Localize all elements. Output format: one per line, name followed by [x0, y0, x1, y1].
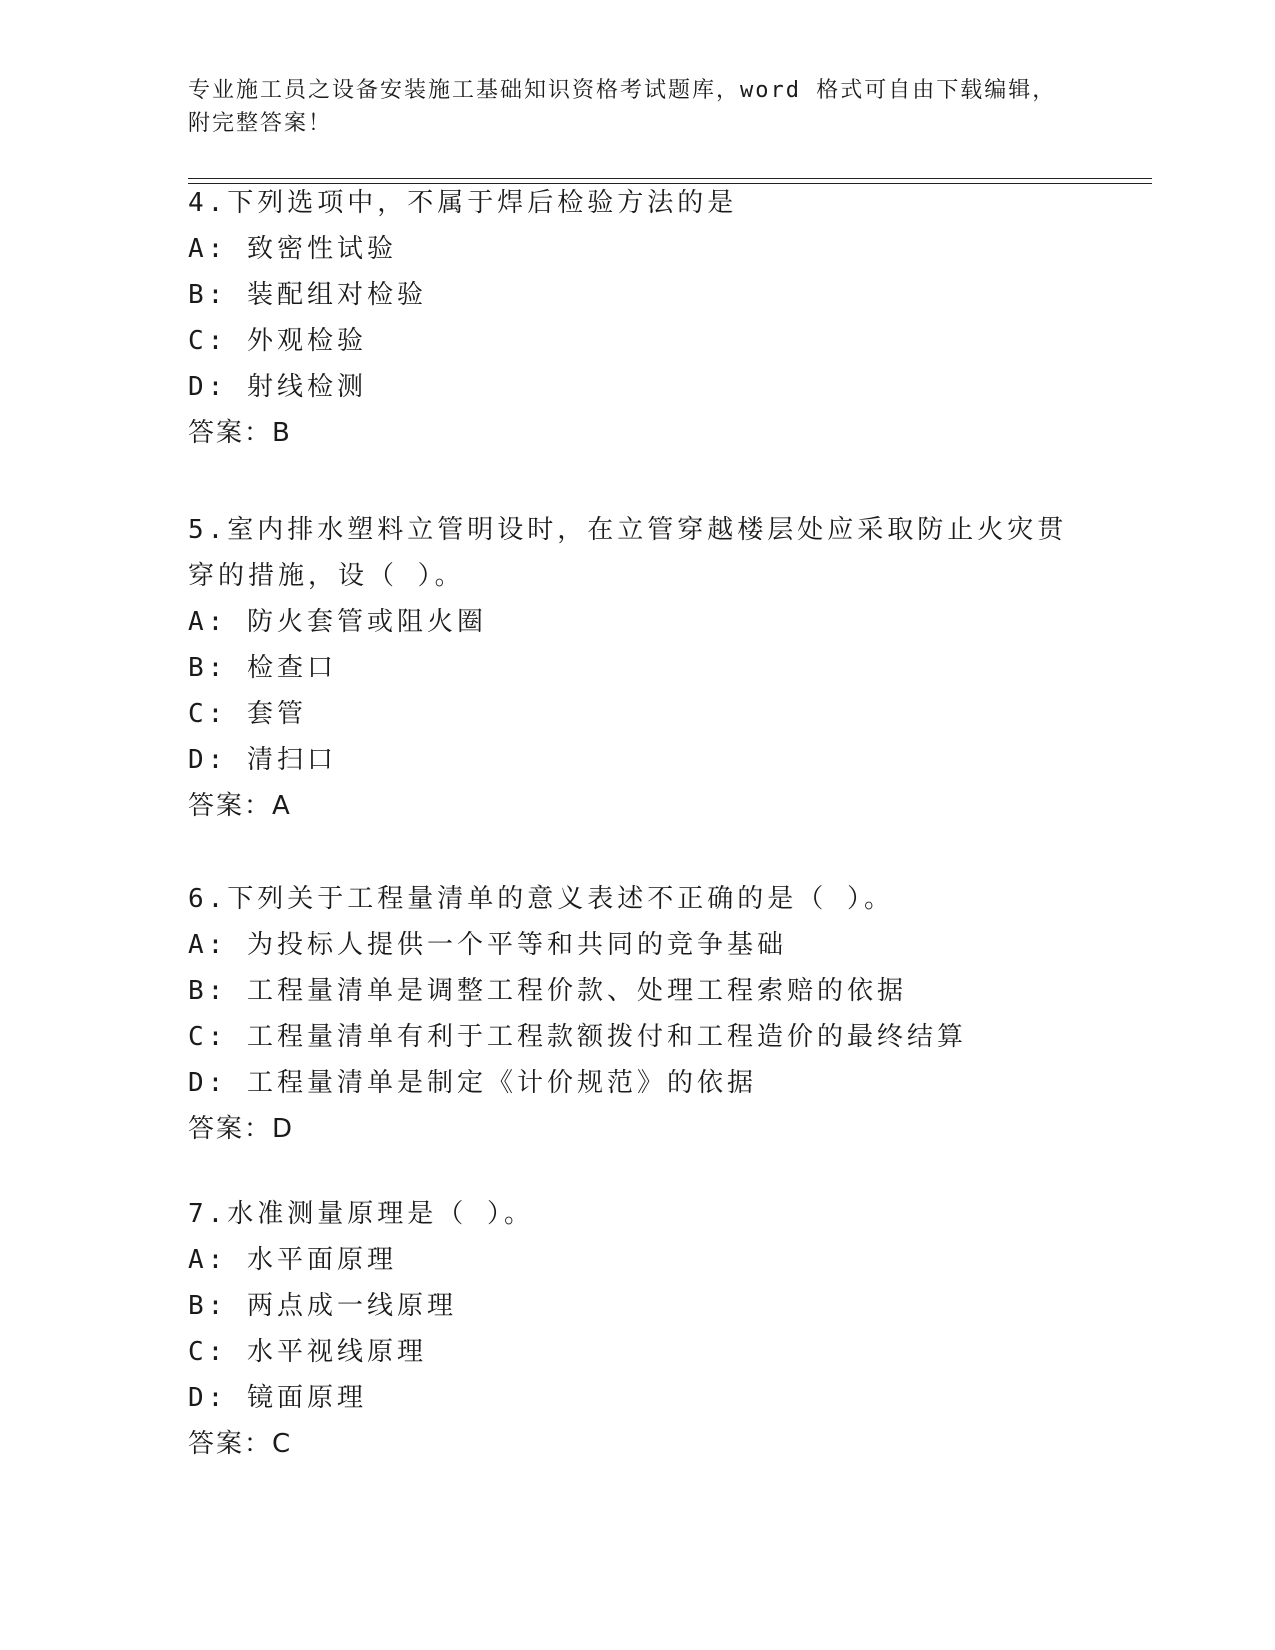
- question-6: [188, 876, 1088, 1152]
- option-b: B: 两点成一线原理: [188, 1291, 457, 1321]
- option-d: D: 射线检测: [188, 372, 367, 402]
- option-c: C: 外观检验: [188, 326, 367, 356]
- option-d: D: 清扫口: [188, 745, 337, 775]
- option-b: B: 检查口: [188, 653, 337, 683]
- option-a: A: 致密性试验: [188, 234, 397, 264]
- question-stem: 6.下列关于工程量清单的意义表述不正确的是（ ）。: [188, 884, 894, 914]
- option-b: B: 工程量清单是调整工程价款、处理工程索赔的依据: [188, 976, 907, 1006]
- header-divider-top: [188, 178, 1152, 179]
- answer: 答案：B: [188, 418, 292, 448]
- option-c: C: 水平视线原理: [188, 1337, 427, 1367]
- document-header: [188, 74, 1088, 140]
- question-stem: 7.水准测量原理是（ ）。: [188, 1199, 534, 1229]
- question-stem: 5.室内排水塑料立管明设时，在立管穿越楼层处应采取防止火灾贯穿的措施，设（ ）。: [188, 515, 1068, 591]
- question-7: [188, 1191, 1088, 1467]
- header-line-1: 专业施工员之设备安装施工基础知识资格考试题库，word 格式可自由下载编辑，: [188, 78, 1057, 103]
- option-d: D: 镜面原理: [188, 1383, 367, 1413]
- option-a: A: 水平面原理: [188, 1245, 397, 1275]
- answer: 答案：C: [188, 1429, 293, 1459]
- option-c: C: 套管: [188, 699, 307, 729]
- option-c: C: 工程量清单有利于工程款额拨付和工程造价的最终结算: [188, 1022, 967, 1052]
- question-stem: 4.下列选项中，不属于焊后检验方法的是: [188, 188, 738, 218]
- option-a: A: 为投标人提供一个平等和共同的竞争基础: [188, 930, 787, 960]
- option-a: A: 防火套管或阻火圈: [188, 607, 487, 637]
- answer: 答案：D: [188, 1114, 295, 1144]
- answer: 答案：A: [188, 791, 292, 821]
- question-4: [188, 180, 1088, 456]
- header-line-2: 附完整答案！: [188, 111, 333, 136]
- question-5: [188, 507, 1088, 829]
- option-d: D: 工程量清单是制定《计价规范》的依据: [188, 1068, 757, 1098]
- option-b: B: 装配组对检验: [188, 280, 427, 310]
